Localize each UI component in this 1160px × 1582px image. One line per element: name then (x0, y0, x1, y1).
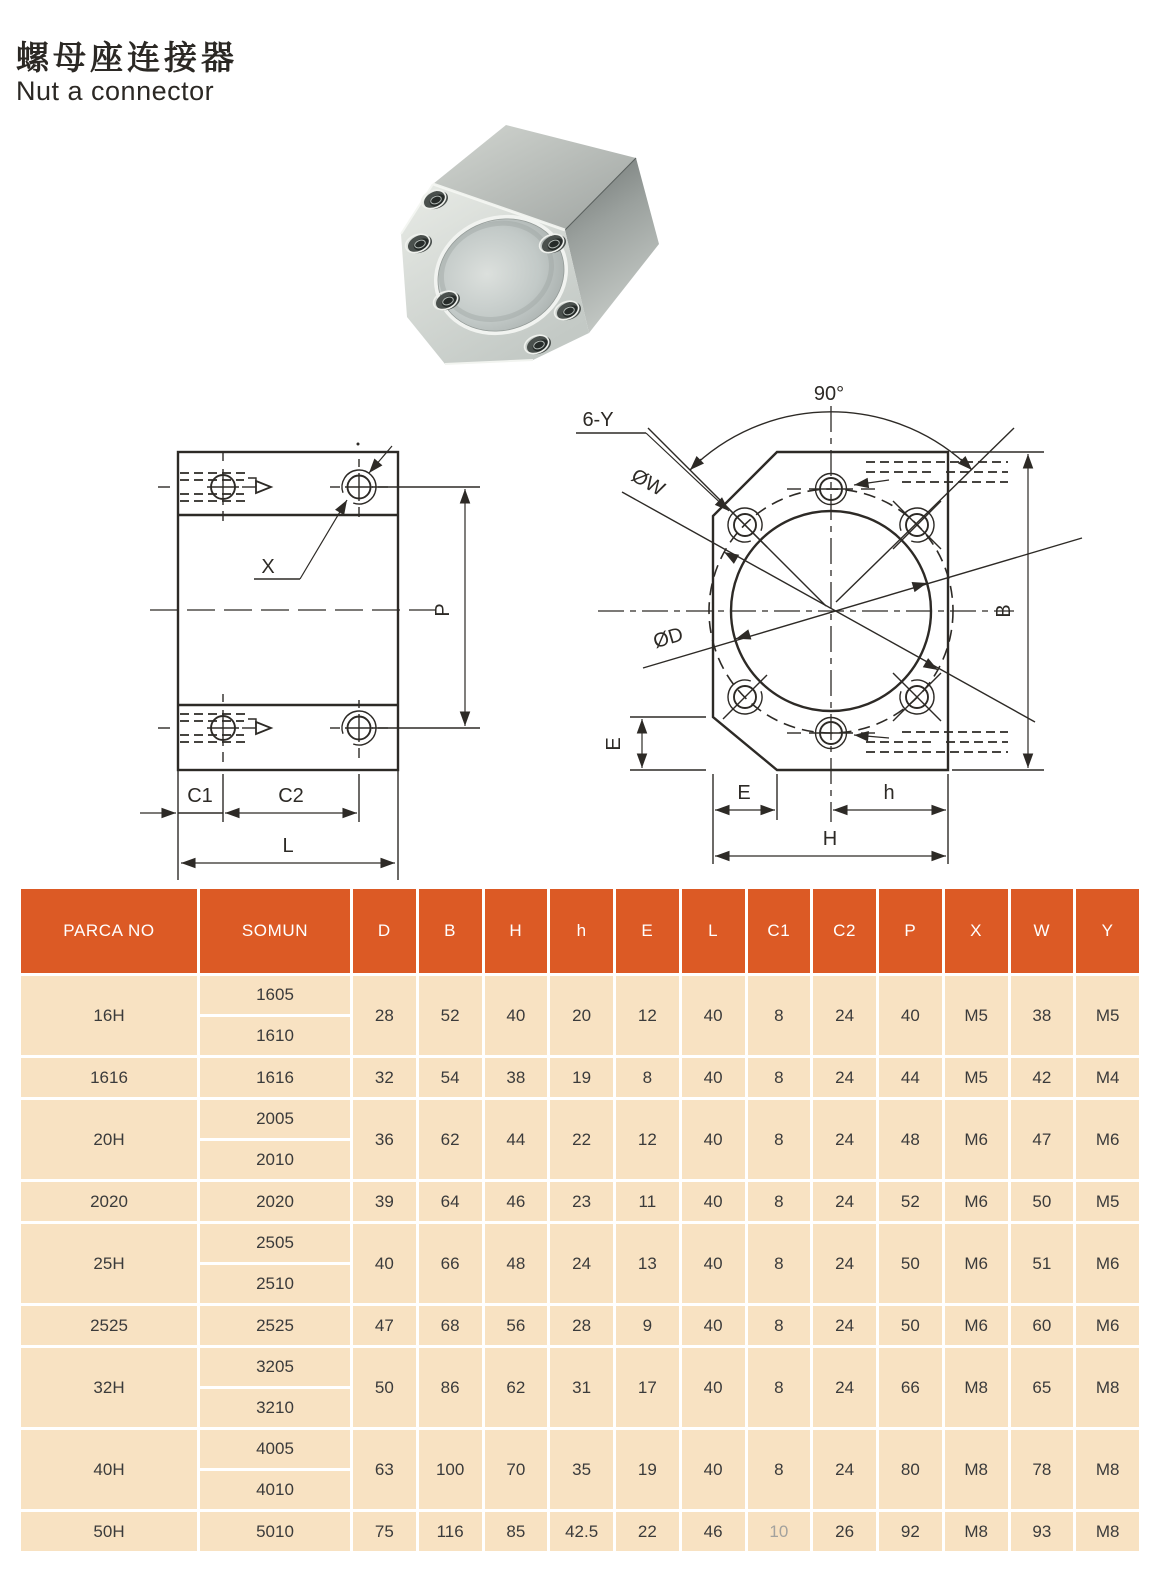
value-cell: 38 (485, 1058, 548, 1097)
value-cell: 22 (616, 1512, 679, 1551)
value-cell: 60 (1011, 1306, 1074, 1345)
column-header: B (419, 889, 482, 973)
column-header: L (682, 889, 745, 973)
value-cell: M8 (1076, 1348, 1139, 1427)
value-cell: 38 (1011, 976, 1074, 1055)
somun-cell: 2005 (200, 1100, 350, 1138)
somun-cell: 4005 (200, 1430, 350, 1468)
somun-cell: 5010 (200, 1512, 350, 1551)
value-cell: 24 (813, 1182, 876, 1221)
value-cell: 42 (1011, 1058, 1074, 1097)
side-hole-top-left (158, 453, 271, 521)
front-hole-lower-right (893, 673, 941, 721)
dim-label-h-total: H (822, 828, 838, 850)
value-cell: 8 (616, 1058, 679, 1097)
value-cell: 92 (879, 1512, 942, 1551)
column-header: W (1011, 889, 1074, 973)
value-cell: 78 (1011, 1430, 1074, 1509)
value-cell: 50 (1011, 1182, 1074, 1221)
value-cell: 24 (813, 976, 876, 1055)
value-cell: M8 (945, 1348, 1008, 1427)
value-cell: M8 (1076, 1430, 1139, 1509)
value-cell: 93 (1011, 1512, 1074, 1551)
page-title-chinese: 螺母座连接器 (16, 39, 238, 76)
value-cell: 20 (550, 976, 613, 1055)
page-title-english: Nut a connector (16, 76, 215, 107)
dim-label-holes: 6-Y (582, 409, 614, 431)
value-cell: 46 (485, 1182, 548, 1221)
dim-label-c1: C1 (187, 785, 213, 807)
value-cell: 24 (550, 1224, 613, 1303)
value-cell: 50 (879, 1306, 942, 1345)
value-cell: 11 (616, 1182, 679, 1221)
dim-label-e-side: E (603, 737, 625, 751)
part-no-cell: 2525 (21, 1306, 197, 1345)
value-cell: 39 (353, 1182, 416, 1221)
column-header: H (485, 889, 548, 973)
value-cell: 116 (419, 1512, 482, 1551)
value-cell: M4 (1076, 1058, 1139, 1097)
value-cell: 8 (748, 1224, 811, 1303)
value-cell: 63 (353, 1430, 416, 1509)
table-row (21, 1430, 1139, 1468)
value-cell: 47 (353, 1306, 416, 1345)
value-cell: M6 (945, 1306, 1008, 1345)
column-header: C2 (813, 889, 876, 973)
value-cell: 8 (748, 1306, 811, 1345)
table-row (21, 1512, 1139, 1551)
column-header: h (550, 889, 613, 973)
column-header: C1 (748, 889, 811, 973)
somun-cell: 4010 (200, 1471, 350, 1509)
value-cell: 24 (813, 1306, 876, 1345)
dim-label-h: h (883, 782, 895, 804)
value-cell: 12 (616, 976, 679, 1055)
part-no-cell: 20H (21, 1100, 197, 1179)
column-header: D (353, 889, 416, 973)
value-cell: 40 (682, 1306, 745, 1345)
part-no-cell: 25H (21, 1224, 197, 1303)
value-cell: 19 (550, 1058, 613, 1097)
table-row (21, 1224, 1139, 1262)
value-cell: 44 (485, 1100, 548, 1179)
value-cell: 32 (353, 1058, 416, 1097)
section-arrow-icon (256, 481, 271, 493)
value-cell: 40 (682, 976, 745, 1055)
value-cell: 66 (879, 1348, 942, 1427)
value-cell: 36 (353, 1100, 416, 1179)
dim-label-b: B (993, 604, 1015, 618)
value-cell: 13 (616, 1224, 679, 1303)
value-cell: 8 (748, 1058, 811, 1097)
dim-label-dia-d: ØD (650, 623, 686, 654)
spec-table-body (21, 976, 1139, 1551)
value-cell: M5 (1076, 976, 1139, 1055)
value-cell: 24 (813, 1058, 876, 1097)
value-cell: 28 (353, 976, 416, 1055)
technical-drawings (0, 380, 1160, 885)
product-photo (373, 112, 665, 374)
value-cell: 40 (682, 1430, 745, 1509)
value-cell: M5 (945, 1058, 1008, 1097)
value-cell: 54 (419, 1058, 482, 1097)
value-cell: 51 (1011, 1224, 1074, 1303)
value-cell: 44 (879, 1058, 942, 1097)
side-hole-bottom-right (330, 700, 388, 758)
value-cell: 8 (748, 976, 811, 1055)
part-no-cell: 50H (21, 1512, 197, 1551)
value-cell: 48 (879, 1100, 942, 1179)
side-hole-top-right (330, 443, 392, 518)
value-cell: M6 (945, 1224, 1008, 1303)
nut-housing-block (401, 125, 659, 364)
value-cell: 62 (419, 1100, 482, 1179)
value-cell: 24 (813, 1100, 876, 1179)
value-cell: 50 (879, 1224, 942, 1303)
column-header: E (616, 889, 679, 973)
value-cell: 10 (748, 1512, 811, 1551)
value-cell: M8 (945, 1512, 1008, 1551)
value-cell: 8 (748, 1430, 811, 1509)
value-cell: M6 (945, 1182, 1008, 1221)
value-cell: 8 (748, 1348, 811, 1427)
value-cell: 86 (419, 1348, 482, 1427)
value-cell: M6 (1076, 1224, 1139, 1303)
value-cell: 80 (879, 1430, 942, 1509)
value-cell: M6 (1076, 1100, 1139, 1179)
value-cell: 40 (682, 1348, 745, 1427)
dim-label-x: X (261, 556, 275, 578)
dim-label-angle: 90° (813, 383, 845, 405)
value-cell: 66 (419, 1224, 482, 1303)
value-cell: 46 (682, 1512, 745, 1551)
table-row (21, 1306, 1139, 1345)
value-cell: 9 (616, 1306, 679, 1345)
value-cell: 24 (813, 1348, 876, 1427)
value-cell: 40 (682, 1182, 745, 1221)
header-row (21, 889, 1139, 973)
value-cell: 12 (616, 1100, 679, 1179)
value-cell: 40 (879, 976, 942, 1055)
part-no-cell: 2020 (21, 1182, 197, 1221)
somun-cell: 2505 (200, 1224, 350, 1262)
value-cell: 40 (682, 1100, 745, 1179)
part-no-cell: 16H (21, 976, 197, 1055)
value-cell: 31 (550, 1348, 613, 1427)
column-header: SOMUN (200, 889, 350, 973)
somun-cell: 1610 (200, 1017, 350, 1055)
column-header: Y (1076, 889, 1139, 973)
somun-cell: 2010 (200, 1141, 350, 1179)
title-block (16, 40, 238, 107)
table-row (21, 1100, 1139, 1138)
value-cell: M5 (1076, 1182, 1139, 1221)
value-cell: M5 (945, 976, 1008, 1055)
spec-table (18, 886, 1142, 1554)
value-cell: 75 (353, 1512, 416, 1551)
value-cell: 24 (813, 1224, 876, 1303)
value-cell: 19 (616, 1430, 679, 1509)
somun-cell: 2525 (200, 1306, 350, 1345)
value-cell: 56 (485, 1306, 548, 1345)
value-cell: 62 (485, 1348, 548, 1427)
value-cell: 23 (550, 1182, 613, 1221)
table-row (21, 976, 1139, 1014)
section-arrow-icon (256, 722, 271, 734)
value-cell: 47 (1011, 1100, 1074, 1179)
value-cell: 48 (485, 1224, 548, 1303)
column-header: X (945, 889, 1008, 973)
somun-cell: 2020 (200, 1182, 350, 1221)
somun-cell: 3205 (200, 1348, 350, 1386)
value-cell: 42.5 (550, 1512, 613, 1551)
somun-cell: 1616 (200, 1058, 350, 1097)
value-cell: 52 (419, 976, 482, 1055)
value-cell: 26 (813, 1512, 876, 1551)
front-hole-lower-left (723, 675, 767, 719)
somun-cell: 3210 (200, 1389, 350, 1427)
value-cell: 22 (550, 1100, 613, 1179)
value-cell: M8 (1076, 1512, 1139, 1551)
dim-label-dia-w: ØW (627, 464, 669, 501)
value-cell: 35 (550, 1430, 613, 1509)
column-header: PARCA NO (21, 889, 197, 973)
dim-label-c2: C2 (278, 785, 304, 807)
value-cell: 8 (748, 1182, 811, 1221)
table-row (21, 1348, 1139, 1386)
value-cell: M6 (945, 1100, 1008, 1179)
value-cell: 85 (485, 1512, 548, 1551)
side-view-drawing (140, 443, 480, 881)
part-no-cell: 40H (21, 1430, 197, 1509)
value-cell: 40 (682, 1224, 745, 1303)
value-cell: M6 (1076, 1306, 1139, 1345)
value-cell: 28 (550, 1306, 613, 1345)
dim-label-e-bottom: E (737, 782, 751, 804)
value-cell: 17 (616, 1348, 679, 1427)
column-header: P (879, 889, 942, 973)
dim-label-p: P (432, 603, 454, 617)
somun-cell: 1605 (200, 976, 350, 1014)
value-cell: 64 (419, 1182, 482, 1221)
value-cell: 24 (813, 1430, 876, 1509)
front-hole-upper-right (893, 501, 941, 549)
value-cell: 40 (682, 1058, 745, 1097)
front-hole-bottom (787, 718, 889, 749)
value-cell: 40 (485, 976, 548, 1055)
value-cell: M8 (945, 1430, 1008, 1509)
front-view-drawing (576, 383, 1082, 864)
value-cell: 65 (1011, 1348, 1074, 1427)
front-hole-top (787, 474, 889, 505)
value-cell: 50 (353, 1348, 416, 1427)
dim-label-l: L (282, 835, 294, 857)
value-cell: 100 (419, 1430, 482, 1509)
value-cell: 68 (419, 1306, 482, 1345)
value-cell: 8 (748, 1100, 811, 1179)
somun-cell: 2510 (200, 1265, 350, 1303)
table-row (21, 1182, 1139, 1221)
value-cell: 40 (353, 1224, 416, 1303)
part-no-cell: 32H (21, 1348, 197, 1427)
spec-table-head (21, 889, 1139, 973)
table-row (21, 1058, 1139, 1097)
value-cell: 52 (879, 1182, 942, 1221)
part-no-cell: 1616 (21, 1058, 197, 1097)
value-cell: 70 (485, 1430, 548, 1509)
